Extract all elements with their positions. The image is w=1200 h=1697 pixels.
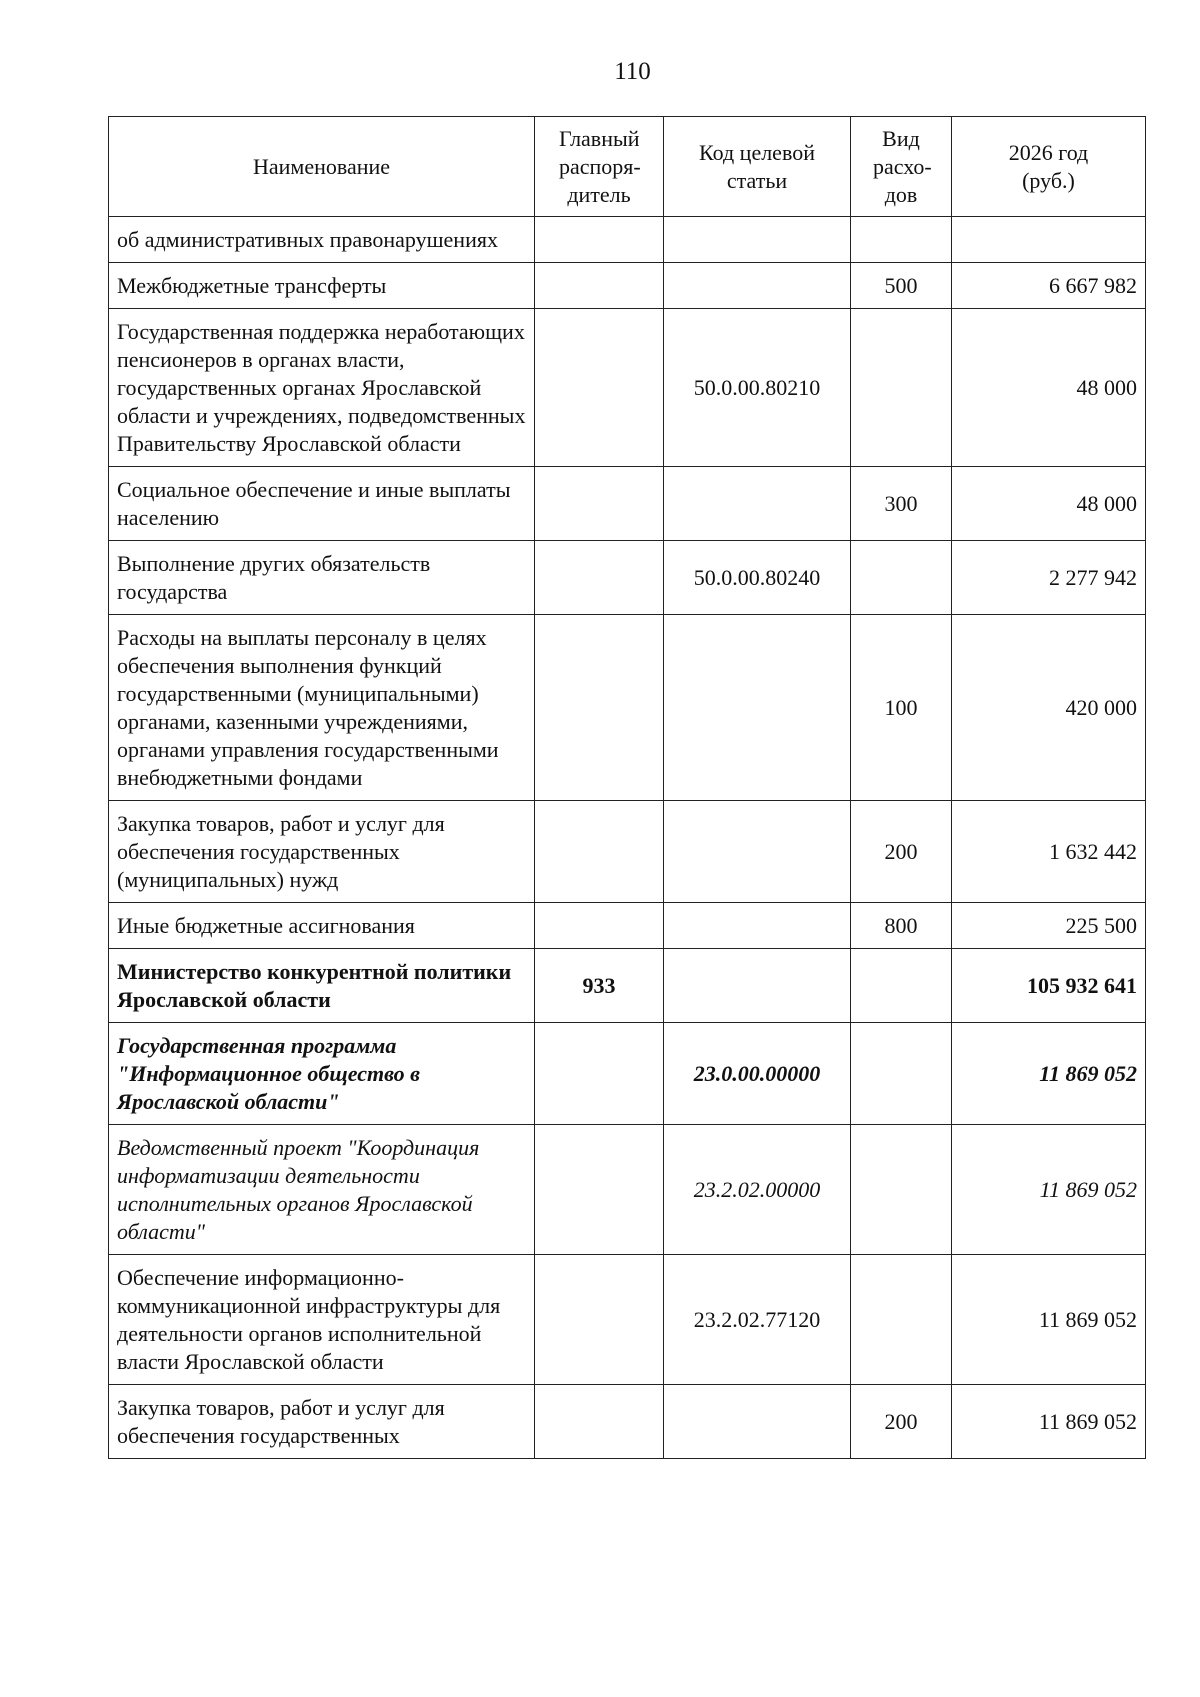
header-row: [109, 117, 1146, 217]
cell-amount: 225 500: [952, 903, 1146, 949]
cell-code: [664, 615, 851, 801]
cell-type: [851, 541, 952, 615]
cell-type: 800: [851, 903, 952, 949]
cell-type: [851, 949, 952, 1023]
table-body: [109, 217, 1146, 1459]
cell-name: Закупка товаров, работ и услуг для обеспечения государственных: [109, 1385, 535, 1459]
cell-amount: 48 000: [952, 309, 1146, 467]
cell-type: 100: [851, 615, 952, 801]
cell-name: Выполнение других обязательств государства: [109, 541, 535, 615]
cell-manager: [535, 615, 664, 801]
table-header: [109, 117, 1146, 217]
cell-name: Межбюджетные трансферты: [109, 263, 535, 309]
cell-type: 500: [851, 263, 952, 309]
cell-manager: [535, 1125, 664, 1255]
cell-manager: [535, 217, 664, 263]
table-row: [109, 615, 1146, 801]
cell-type: [851, 217, 952, 263]
cell-name: Государственная программа "Информационное общество в Ярославской области": [109, 1023, 535, 1125]
cell-type: [851, 1255, 952, 1385]
cell-manager: [535, 467, 664, 541]
table-row: [109, 903, 1146, 949]
cell-manager: [535, 541, 664, 615]
cell-manager: [535, 1255, 664, 1385]
table-row: [109, 263, 1146, 309]
table-row: [109, 801, 1146, 903]
cell-amount: 6 667 982: [952, 263, 1146, 309]
cell-code: [664, 467, 851, 541]
cell-amount: [952, 217, 1146, 263]
cell-type: [851, 309, 952, 467]
cell-name: Закупка товаров, работ и услуг для обеспечения государственных (муниципальных) нужд: [109, 801, 535, 903]
header-amount-text: 2026 год (руб.): [1008, 139, 1089, 193]
cell-amount: 420 000: [952, 615, 1146, 801]
cell-amount: 11 869 052: [952, 1385, 1146, 1459]
table-row: [109, 1385, 1146, 1459]
cell-manager: [535, 263, 664, 309]
cell-type: [851, 1023, 952, 1125]
table-row: [109, 467, 1146, 541]
cell-amount: 2 277 942: [952, 541, 1146, 615]
cell-code: [664, 1385, 851, 1459]
cell-code: [664, 903, 851, 949]
cell-name: Министерство конкурентной политики Ярославской области: [109, 949, 535, 1023]
cell-amount: 105 932 641: [952, 949, 1146, 1023]
cell-manager: [535, 1385, 664, 1459]
cell-type: 300: [851, 467, 952, 541]
cell-amount: 1 632 442: [952, 801, 1146, 903]
cell-name: Иные бюджетные ассигнования: [109, 903, 535, 949]
header-amount: [952, 117, 1146, 217]
cell-code: 23.0.00.00000: [664, 1023, 851, 1125]
header-type: [851, 117, 952, 217]
table-row: [109, 949, 1146, 1023]
cell-code: 50.0.00.80240: [664, 541, 851, 615]
cell-amount: 48 000: [952, 467, 1146, 541]
cell-type: 200: [851, 1385, 952, 1459]
cell-code: [664, 263, 851, 309]
cell-code: [664, 217, 851, 263]
table-row: [109, 309, 1146, 467]
table-row: [109, 1255, 1146, 1385]
page-number: 110: [614, 58, 651, 85]
table-row: [109, 217, 1146, 263]
cell-code: 23.2.02.77120: [664, 1255, 851, 1385]
cell-manager: [535, 1023, 664, 1125]
cell-name: Государственная поддержка неработающих пенсионеров в органах власти, государственных органах Ярославской области и учреждениях, подведомственных Правительству Ярославской области: [109, 309, 535, 467]
header-code: [664, 117, 851, 217]
budget-table: [108, 116, 1146, 1459]
cell-amount: 11 869 052: [952, 1023, 1146, 1125]
cell-name: об административных правонарушениях: [109, 217, 535, 263]
cell-code: [664, 949, 851, 1023]
cell-name: Социальное обеспечение и иные выплаты населению: [109, 467, 535, 541]
cell-code: 50.0.00.80210: [664, 309, 851, 467]
cell-manager: [535, 801, 664, 903]
cell-name: Ведомственный проект "Координация информатизации деятельности исполнительных органов Ярославской области": [109, 1125, 535, 1255]
cell-name: Обеспечение информационно-коммуникационной инфраструктуры для деятельности органов исполнительной власти Ярославской области: [109, 1255, 535, 1385]
header-manager-text: Главный распоря-дитель: [559, 125, 641, 207]
header-type-text: Вид расхо-дов: [873, 125, 932, 207]
table-row: [109, 1125, 1146, 1255]
header-manager: [535, 117, 664, 217]
cell-code: 23.2.02.00000: [664, 1125, 851, 1255]
cell-name: Расходы на выплаты персоналу в целях обеспечения выполнения функций государственными (муниципальными) органами, казенными учреждениями, органами управления государственными внебюджетными фондами: [109, 615, 535, 801]
cell-manager: 933: [535, 949, 664, 1023]
cell-amount: 11 869 052: [952, 1125, 1146, 1255]
header-name: Наименование: [109, 117, 535, 217]
cell-code: [664, 801, 851, 903]
table-row: [109, 1023, 1146, 1125]
header-code-text: Код целевой статьи: [699, 139, 815, 193]
cell-amount: 11 869 052: [952, 1255, 1146, 1385]
cell-manager: [535, 903, 664, 949]
cell-type: 200: [851, 801, 952, 903]
table-row: [109, 541, 1146, 615]
cell-type: [851, 1125, 952, 1255]
cell-manager: [535, 309, 664, 467]
